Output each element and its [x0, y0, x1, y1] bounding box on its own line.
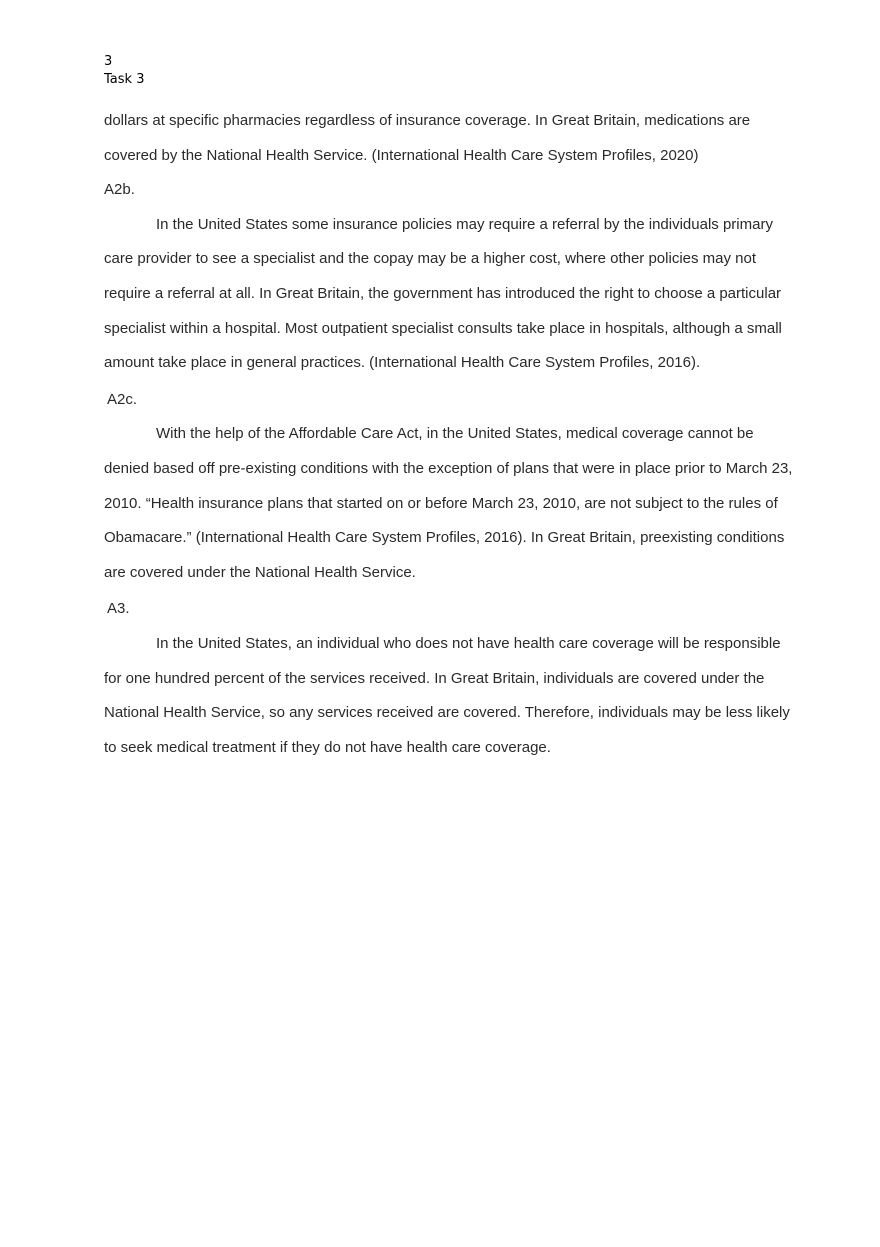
page-number: 3: [104, 54, 113, 69]
running-title: Task 3: [104, 72, 145, 87]
section-heading-a3: A3.: [107, 600, 130, 618]
document-body: [104, 104, 794, 765]
section-heading-a2c: A2c.: [107, 390, 138, 408]
section-paragraph-a3: In the United States, an individual who does not have health care coverage will be responsible for one hundred percent of the services received. In Great Britain, individuals are covered under the National Health Service, so any services received are covered. Therefore, individuals may be less likely to seek medical treatment if they do not have health care coverage.: [104, 634, 790, 756]
section-paragraph-a2b: In the United States some insurance policies may require a referral by the individuals primary care provider to see a specialist and the copay may be a higher cost, where other policies may not require a referral at all. In Great Britain, the government has introduced the right to choose a particular specialist within a hospital. Most outpatient specialist consults take place in hospitals, although a small amount take place in general practices. (International Health Care System Profiles, 2016).: [104, 215, 782, 372]
page-header: [104, 53, 144, 89]
section-paragraph-a2c: With the help of the Affordable Care Act, in the United States, medical coverage cannot be denied based off pre-existing conditions with the exception of plans that were in place prior to March 23, 2010. “Health insurance plans that started on or before March 23, 2010, are not subject to the rules of Obamacare.” (International Health Care System Profiles, 2016). In Great Britain, preexisting conditions are covered under the National Health Service.: [104, 425, 793, 581]
intro-paragraph: dollars at specific pharmacies regardless of insurance coverage. In Great Britain, medications are covered by the National Health Service. (International Health Care System Profiles, 2020): [104, 112, 751, 164]
section-heading-a2b: A2b.: [104, 181, 135, 199]
